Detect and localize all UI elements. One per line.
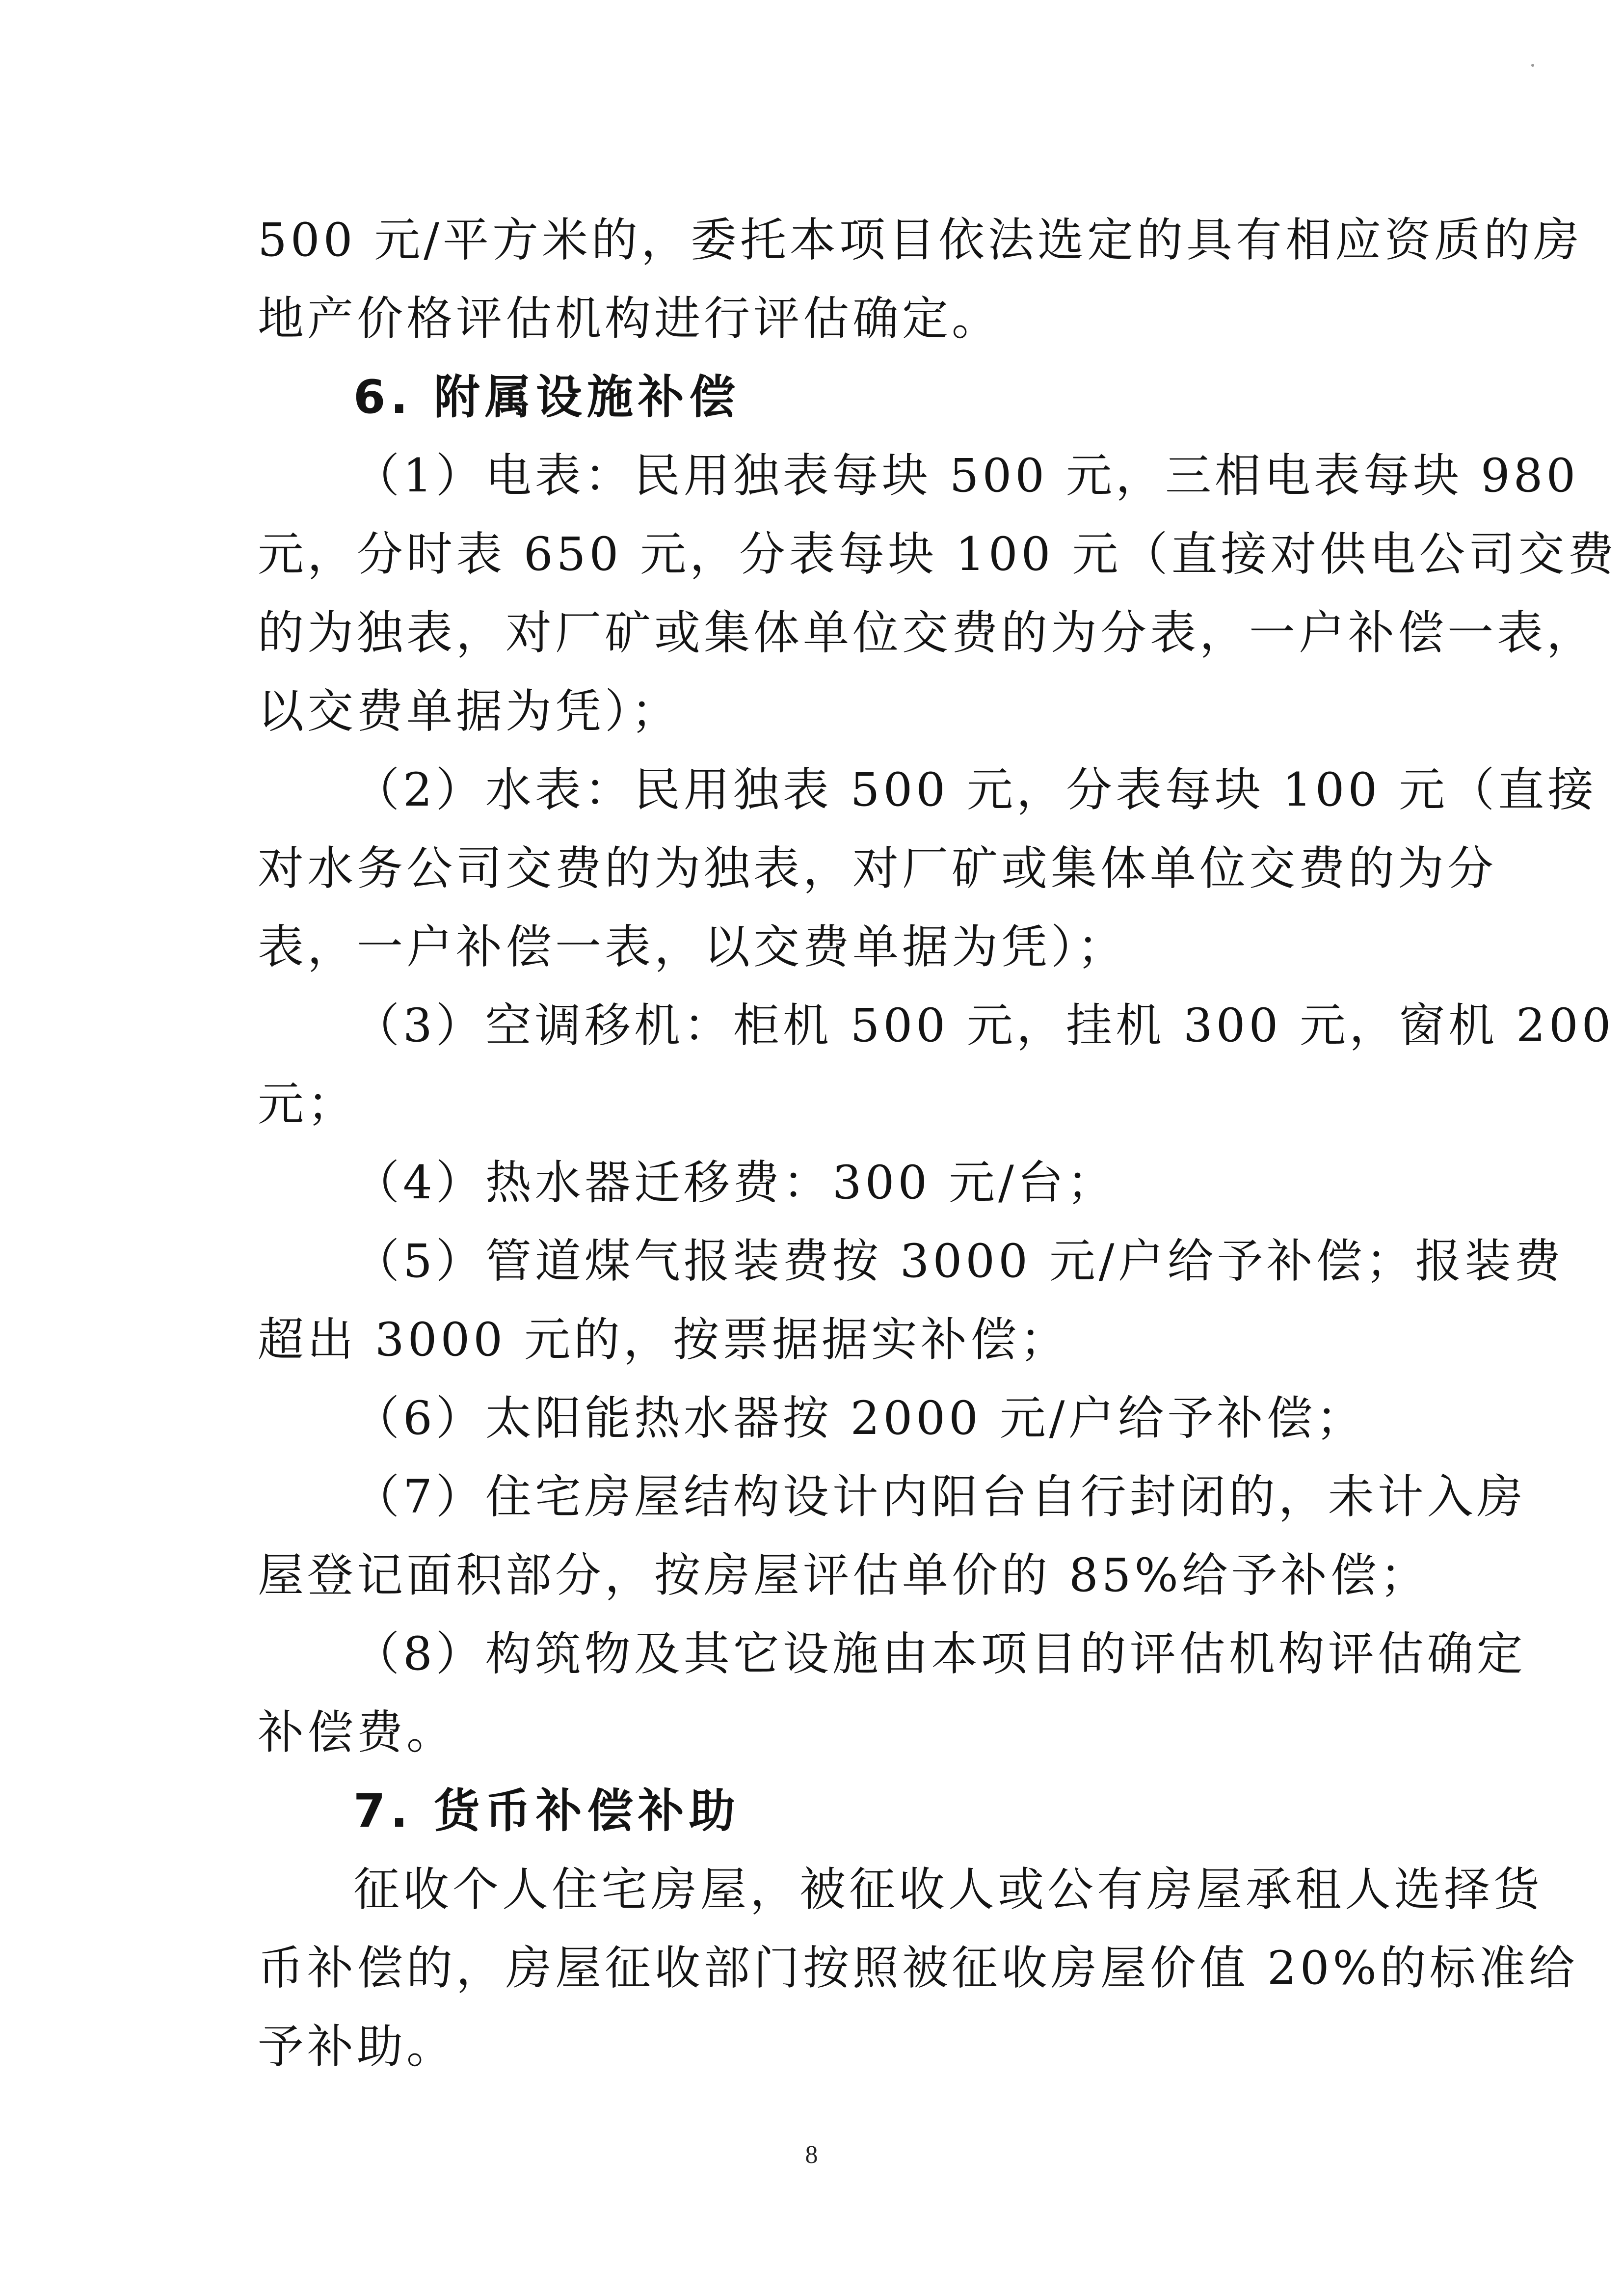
body-line: 以交费单据为凭）； [258, 685, 681, 738]
list-item: （7）住宅房屋结构设计内阳台自行封闭的，未计入房 [353, 1470, 1526, 1524]
body-line: 元，分时表 650 元，分表每块 100 元（直接对供电公司交费 [258, 528, 1618, 581]
list-item: （5）管道煤气报装费按 3000 元/户给予补偿；报装费 [353, 1235, 1564, 1288]
list-item: （1）电表：民用独表每块 500 元，三相电表每块 980 [353, 449, 1579, 503]
scan-speck [1531, 64, 1534, 67]
list-item: （8）构筑物及其它设施由本项目的评估机构评估确定 [353, 1627, 1526, 1681]
list-item: （4）热水器迁移费：300 元/台； [353, 1156, 1117, 1210]
paragraph-line: 征收个人住宅房屋，被征收人或公有房屋承租人选择货 [353, 1863, 1543, 1917]
body-line: 予补助。 [258, 2020, 456, 2074]
body-line: 屋登记面积部分，按房屋评估单价的 85%给予补偿； [258, 1549, 1430, 1602]
body-line: 500 元/平方米的，委托本项目依法选定的具有相应资质的房 [258, 214, 1583, 267]
section-heading: 6. 附属设施补偿 [353, 371, 740, 424]
body-line: 补偿费。 [258, 1706, 456, 1759]
body-line: 超出 3000 元的，按票据据实补偿； [258, 1313, 1069, 1367]
page-number: 8 [805, 2141, 818, 2169]
section-heading: 7. 货币补偿补助 [353, 1784, 740, 1838]
list-item: （6）太阳能热水器按 2000 元/户给予补偿； [353, 1392, 1366, 1445]
body-line: 元； [258, 1078, 357, 1131]
body-line: 地产价格评估机构进行评估确定。 [258, 292, 1002, 346]
list-item: （2）水表：民用独表 500 元，分表每块 100 元（直接 [353, 763, 1597, 817]
body-line: 币补偿的，房屋征收部门按照被征收房屋价值 20%的标准给 [258, 1942, 1578, 1995]
body-line: 表，一户补偿一表，以交费单据为凭）； [258, 920, 1127, 974]
body-line: 对水务公司交费的为独表，对厂矿或集体单位交费的为分 [258, 842, 1497, 895]
body-line: 的为独表，对厂矿或集体单位交费的为分表，一户补偿一表， [258, 606, 1596, 660]
list-item: （3）空调移机：柜机 500 元，挂机 300 元，窗机 200 [353, 999, 1615, 1053]
